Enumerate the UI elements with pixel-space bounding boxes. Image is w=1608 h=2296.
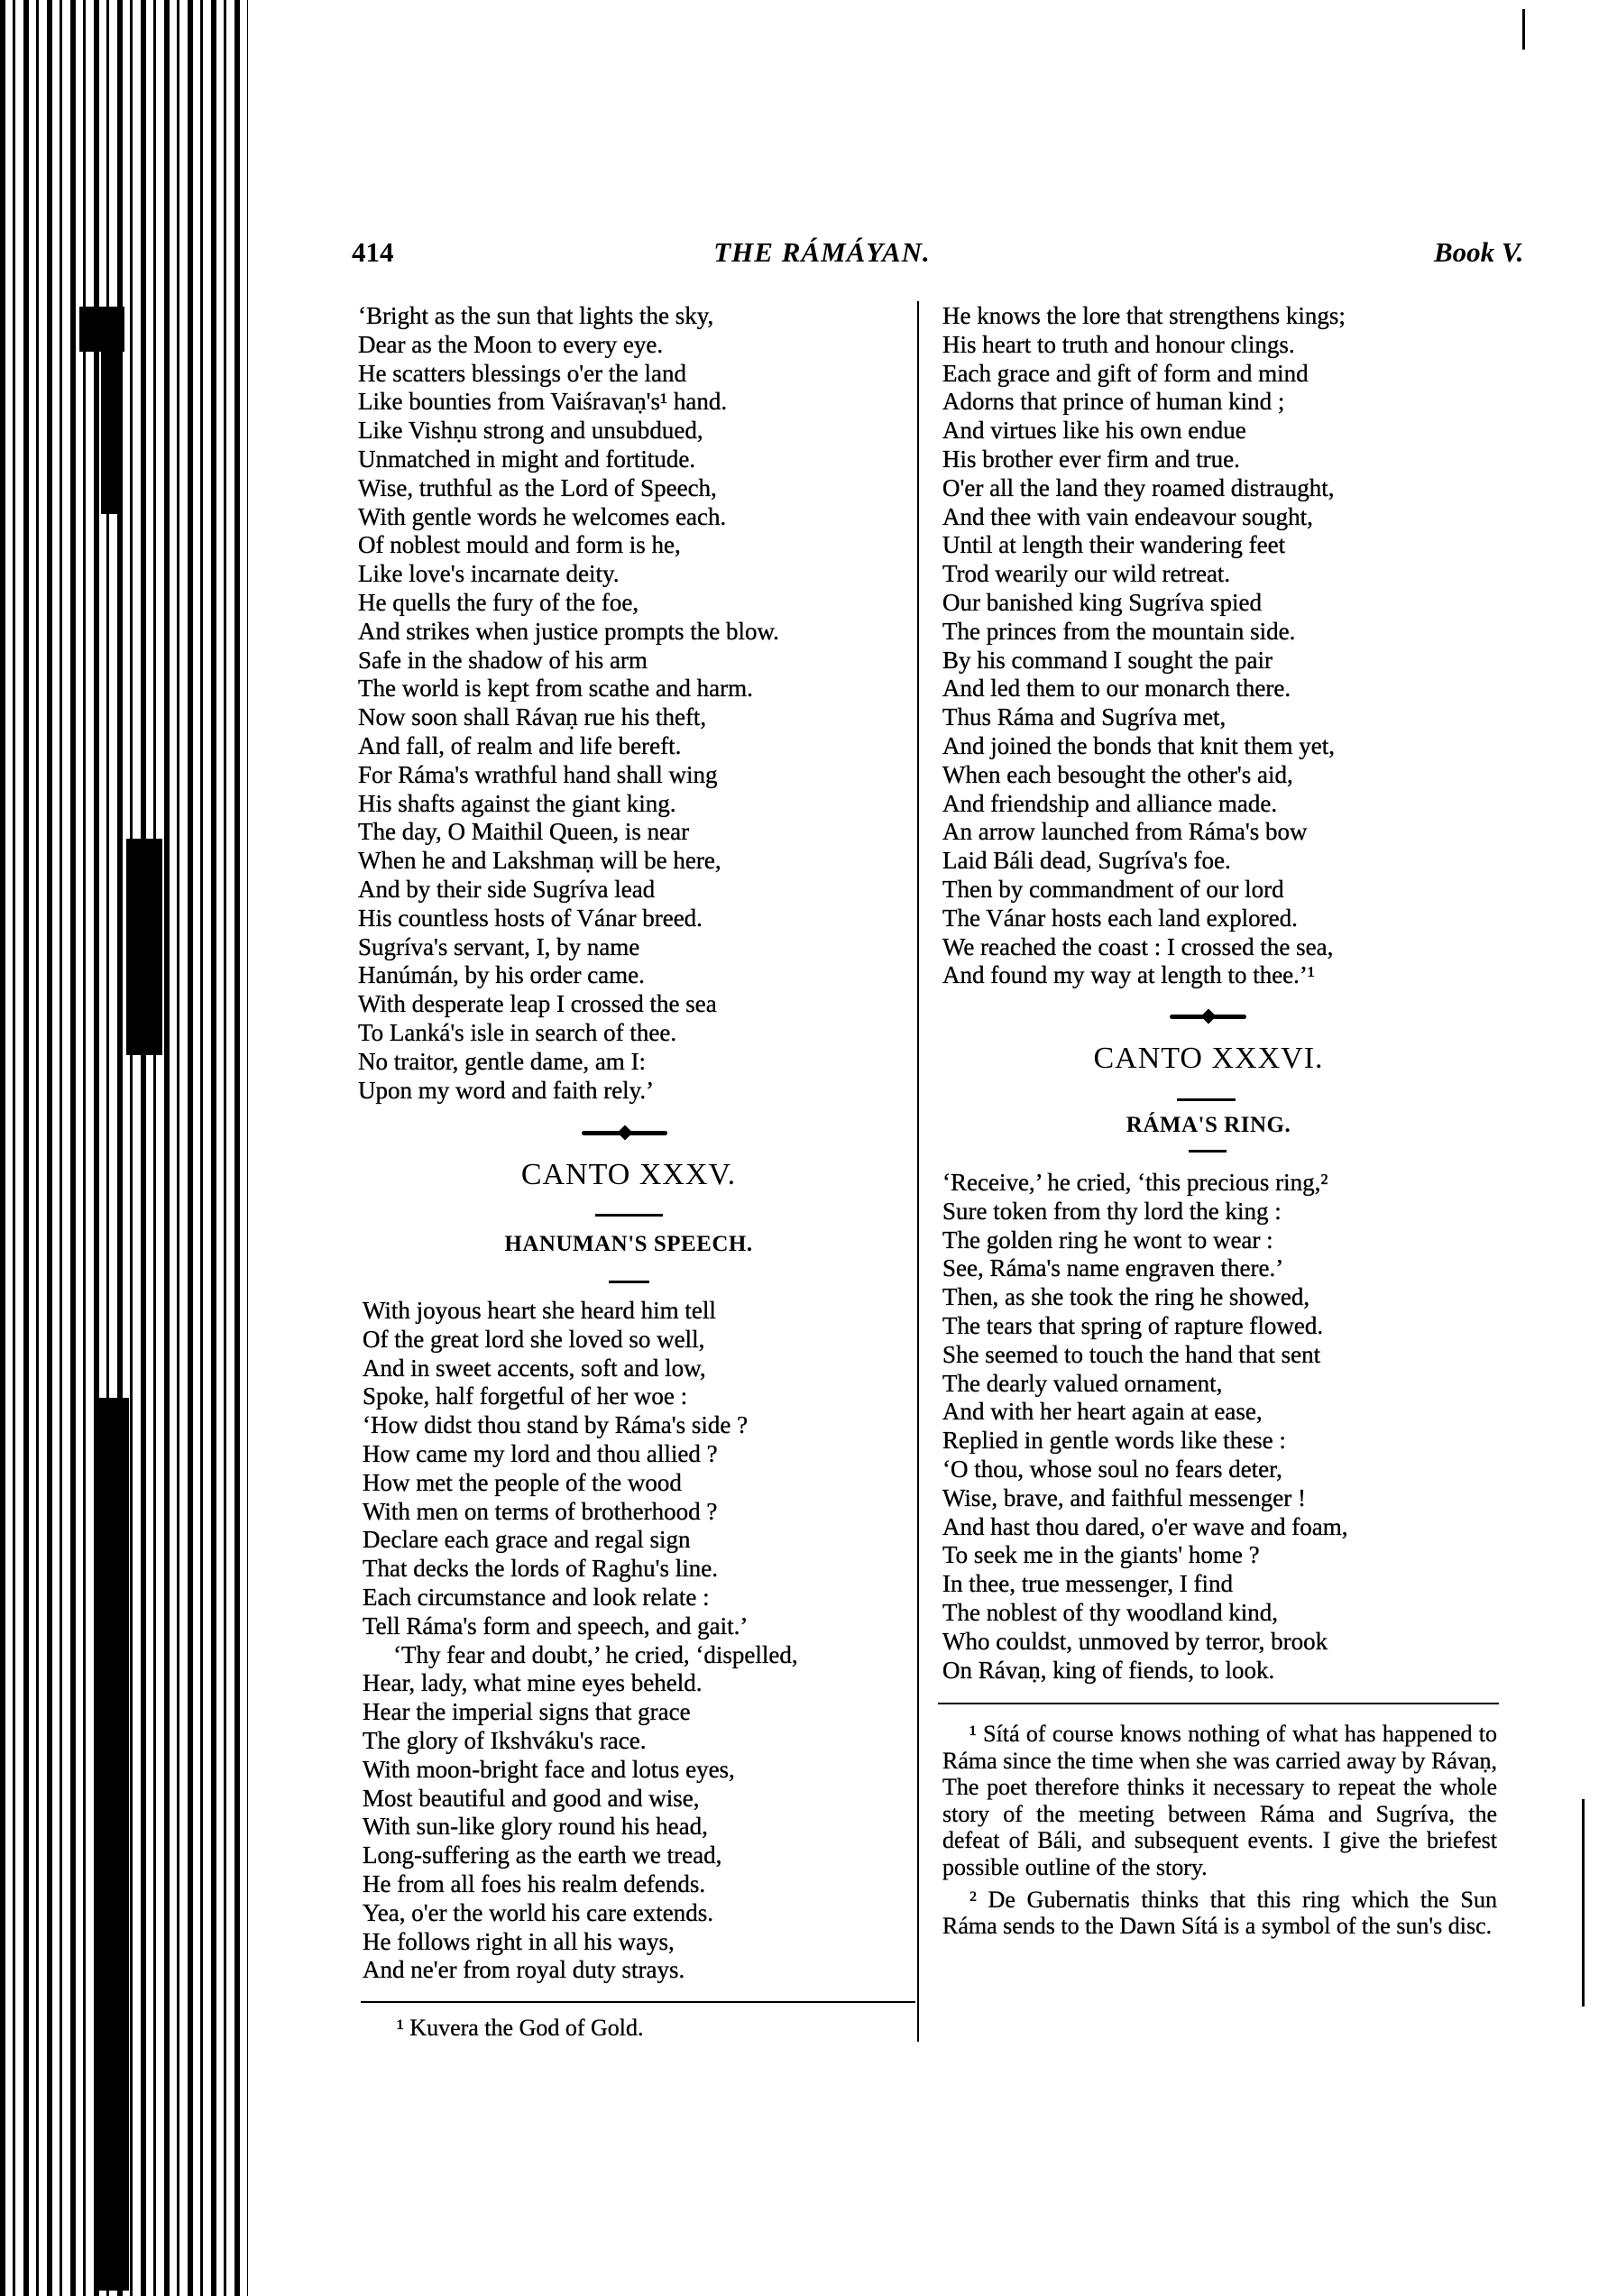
verse-line: Tell Ráma's form and speech, and gait.’ xyxy=(363,1612,749,1639)
verse-line: Until at length their wandering feet xyxy=(942,531,1286,559)
verse-line: To seek me in the giants' home ? xyxy=(942,1541,1260,1569)
verse-line: Declare each grace and regal sign xyxy=(363,1526,691,1554)
verse-line: Hear the imperial signs that grace xyxy=(363,1698,691,1726)
scan-artifact xyxy=(126,839,162,1055)
verse-line: With sun-like glory round his head, xyxy=(363,1813,708,1841)
verse-line: Long-suffering as the earth we tread, xyxy=(363,1841,722,1869)
verse-line: And found my way at length to thee.’¹ xyxy=(942,961,1316,989)
verse-line: And joined the bonds that knit them yet, xyxy=(942,731,1335,759)
footnote: ² De Gubernatis thinks that this ring which the Sun Ráma sends to the Dawn Sítá is a symbol of the sun's disc. xyxy=(942,1886,1497,1940)
canto-subtitle: HANUMAN'S SPEECH. xyxy=(504,1232,753,1256)
scan-artifact xyxy=(101,307,119,514)
verse-line: How came my lord and thou allied ? xyxy=(363,1439,718,1467)
ornament-divider xyxy=(1170,1015,1246,1019)
verse-line: With moon-bright face and lotus eyes, xyxy=(363,1755,735,1783)
verse-line: And virtues like his own endue xyxy=(942,417,1246,445)
verse-line: And led them to our monarch there. xyxy=(942,675,1291,703)
verse-line: Safe in the shadow of his arm xyxy=(358,646,648,674)
verse-line: He knows the lore that strengthens kings; xyxy=(942,302,1346,329)
verse-line: When he and Lakshmaṇ will be here, xyxy=(358,847,721,875)
verse-line: The noblest of thy woodland kind, xyxy=(942,1598,1278,1626)
verse-line: ‘O thou, whose soul no fears deter, xyxy=(942,1455,1282,1483)
verse-line: How met the people of the wood xyxy=(363,1468,682,1496)
canto-title: CANTO XXXVI. xyxy=(1093,1042,1324,1075)
verse-line: Sure token from thy lord the king : xyxy=(942,1197,1282,1225)
verse-line: See, Ráma's name engraven there.’ xyxy=(942,1254,1284,1282)
book-label: Book V. xyxy=(1434,236,1524,268)
canto-subtitle: RÁMA'S RING. xyxy=(1126,1113,1291,1137)
ornament-divider xyxy=(582,1131,667,1135)
verse-line: And by their side Sugríva lead xyxy=(358,875,656,903)
verse-line: The dearly valued ornament, xyxy=(942,1369,1223,1397)
verse-line: And strikes when justice prompts the blow. xyxy=(358,617,779,645)
verse-line: And fall, of realm and life bereft. xyxy=(358,731,682,759)
rule xyxy=(595,1214,663,1217)
scan-artifact xyxy=(97,1398,129,2291)
rule xyxy=(609,1281,649,1283)
verse-line: ‘How didst thou stand by Ráma's side ? xyxy=(363,1411,749,1439)
verse-line: Hanúmán, by his order came. xyxy=(358,961,645,989)
verse-line: And friendship and alliance made. xyxy=(942,789,1278,817)
verse-line: And ne'er from royal duty strays. xyxy=(363,1956,685,1984)
verse-line: She seemed to touch the hand that sent xyxy=(942,1340,1321,1368)
verse-line: ‘Thy fear and doubt,’ he cried, ‘dispelled, xyxy=(393,1640,798,1668)
canto-title: CANTO XXXV. xyxy=(520,1158,737,1191)
footnote: ¹ Kuvera the God of Gold. xyxy=(397,2015,644,2041)
column-divider xyxy=(917,301,919,2042)
verse-line: Of the great lord she loved so well, xyxy=(363,1325,705,1353)
verse-line: Unmatched in might and fortitude. xyxy=(358,445,696,473)
verse-line: He follows right in all his ways, xyxy=(363,1927,675,1955)
left-column-verse xyxy=(358,302,779,1105)
verse-line: His shafts against the giant king. xyxy=(358,789,676,817)
scan-artifact xyxy=(1582,1799,1585,2007)
verse-line: With men on terms of brotherhood ? xyxy=(363,1497,718,1525)
verse-line: For Ráma's wrathful hand shall wing xyxy=(358,760,718,788)
verse-line: Trod wearily our wild retreat. xyxy=(942,560,1231,588)
verse-line: Most beautiful and good and wise, xyxy=(363,1784,700,1812)
verse-line: That decks the lords of Raghu's line. xyxy=(363,1555,719,1583)
verse-line: Like love's incarnate deity. xyxy=(358,560,620,588)
verse-line: Replied in gentle words like these : xyxy=(942,1427,1286,1455)
verse-line: Each circumstance and look relate : xyxy=(363,1583,710,1611)
verse-line: Who couldst, unmoved by terror, brook xyxy=(942,1627,1328,1655)
verse-line: His countless hosts of Vánar breed. xyxy=(358,904,703,932)
page-number: 414 xyxy=(352,236,394,268)
footnote-rule xyxy=(361,2001,915,2003)
verse-line: An arrow launched from Ráma's bow xyxy=(942,818,1308,846)
verse-line: With joyous heart she heard him tell xyxy=(363,1297,716,1324)
verse-line: Upon my word and faith rely.’ xyxy=(358,1076,655,1104)
verse-line: His heart to truth and honour clings. xyxy=(942,330,1295,358)
verse-line: Our banished king Sugríva spied xyxy=(942,588,1262,616)
verse-line: To Lanká's isle in search of thee. xyxy=(358,1018,677,1046)
footnote-rule xyxy=(938,1703,1499,1704)
verse-line: The princes from the mountain side. xyxy=(942,617,1296,645)
verse-line: The world is kept from scathe and harm. xyxy=(358,675,753,703)
canto-verse xyxy=(363,1297,798,1985)
verse-line: And with her heart again at ease, xyxy=(942,1398,1263,1426)
verse-line: ‘Bright as the sun that lights the sky, xyxy=(358,302,714,329)
verse-line: His brother ever firm and true. xyxy=(942,445,1240,473)
verse-line: Wise, brave, and faithful messenger ! xyxy=(942,1483,1307,1511)
footnote: ¹ Sítá of course knows nothing of what has happened to Ráma since the time when she was carried away by Rávaṇ, The poet therefore thinks it necessary to repeat the whole story of the meeting between Ráma and Sugríva, the defeat of Báli, and subsequent events. I give the briefest possible outline of the story. xyxy=(942,1721,1497,1880)
verse-line: Sugríva's servant, I, by name xyxy=(358,932,640,960)
right-column-verse xyxy=(942,302,1346,990)
verse-line: Then, as she took the ring he showed, xyxy=(942,1283,1310,1311)
verse-line: And in sweet accents, soft and low, xyxy=(363,1354,706,1382)
verse-line: He scatters blessings o'er the land xyxy=(358,359,687,387)
verse-line: Laid Báli dead, Sugríva's foe. xyxy=(942,847,1231,875)
verse-line: With gentle words he welcomes each. xyxy=(358,502,727,530)
verse-line: ‘Receive,’ he cried, ‘this precious ring,² xyxy=(942,1169,1328,1196)
canto-verse xyxy=(942,1169,1347,1685)
verse-line: In thee, true messenger, I find xyxy=(942,1570,1234,1598)
verse-line: O'er all the land they roamed distraught, xyxy=(942,473,1335,501)
verse-line: The day, O Maithil Queen, is near xyxy=(358,818,690,846)
verse-line: The Vánar hosts each land explored. xyxy=(942,904,1298,932)
rule xyxy=(1189,1150,1227,1153)
verse-line: Dear as the Moon to every eye. xyxy=(358,330,664,358)
verse-line: The golden ring he wont to wear : xyxy=(942,1226,1273,1254)
verse-line: No traitor, gentle dame, am I: xyxy=(358,1047,647,1075)
verse-line: The glory of Ikshváku's race. xyxy=(363,1726,647,1754)
verse-line: Yea, o'er the world his care extends. xyxy=(363,1898,714,1926)
verse-line: Thus Ráma and Sugríva met, xyxy=(942,703,1227,731)
verse-line: Each grace and gift of form and mind xyxy=(942,359,1309,387)
verse-line: Like Vishṇu strong and unsubdued, xyxy=(358,417,703,445)
verse-line: We reached the coast : I crossed the sea, xyxy=(942,932,1334,960)
verse-line: Adorns that prince of human kind ; xyxy=(942,388,1285,416)
verse-line: He quells the fury of the foe, xyxy=(358,588,639,616)
verse-line: When each besought the other's aid, xyxy=(942,760,1293,788)
verse-line: Like bounties from Vaiśravaṇ's¹ hand. xyxy=(358,388,728,416)
verse-line: He from all foes his realm defends. xyxy=(363,1869,706,1897)
verse-line: On Rávaṇ, king of fiends, to look. xyxy=(942,1656,1275,1684)
verse-line: Wise, truthful as the Lord of Speech, xyxy=(358,473,717,501)
scan-artifact xyxy=(1522,9,1525,50)
verse-line: The tears that spring of rapture flowed. xyxy=(942,1311,1324,1339)
verse-line: Hear, lady, what mine eyes beheld. xyxy=(363,1669,703,1697)
verse-line: By his command I sought the pair xyxy=(942,646,1273,674)
footnotes xyxy=(942,1721,1497,1945)
running-title: THE RÁMÁYAN. xyxy=(713,236,931,268)
verse-line: And thee with vain endeavour sought, xyxy=(942,502,1313,530)
verse-line: Then by commandment of our lord xyxy=(942,875,1284,903)
verse-line: Of noblest mould and form is he, xyxy=(358,531,681,559)
rule xyxy=(1177,1098,1236,1101)
verse-line: Now soon shall Rávaṇ rue his theft, xyxy=(358,703,707,731)
verse-line: And hast thou dared, o'er wave and foam, xyxy=(942,1512,1348,1540)
verse-line: Spoke, half forgetful of her woe : xyxy=(363,1382,688,1410)
verse-line: With desperate leap I crossed the sea xyxy=(358,990,717,1018)
